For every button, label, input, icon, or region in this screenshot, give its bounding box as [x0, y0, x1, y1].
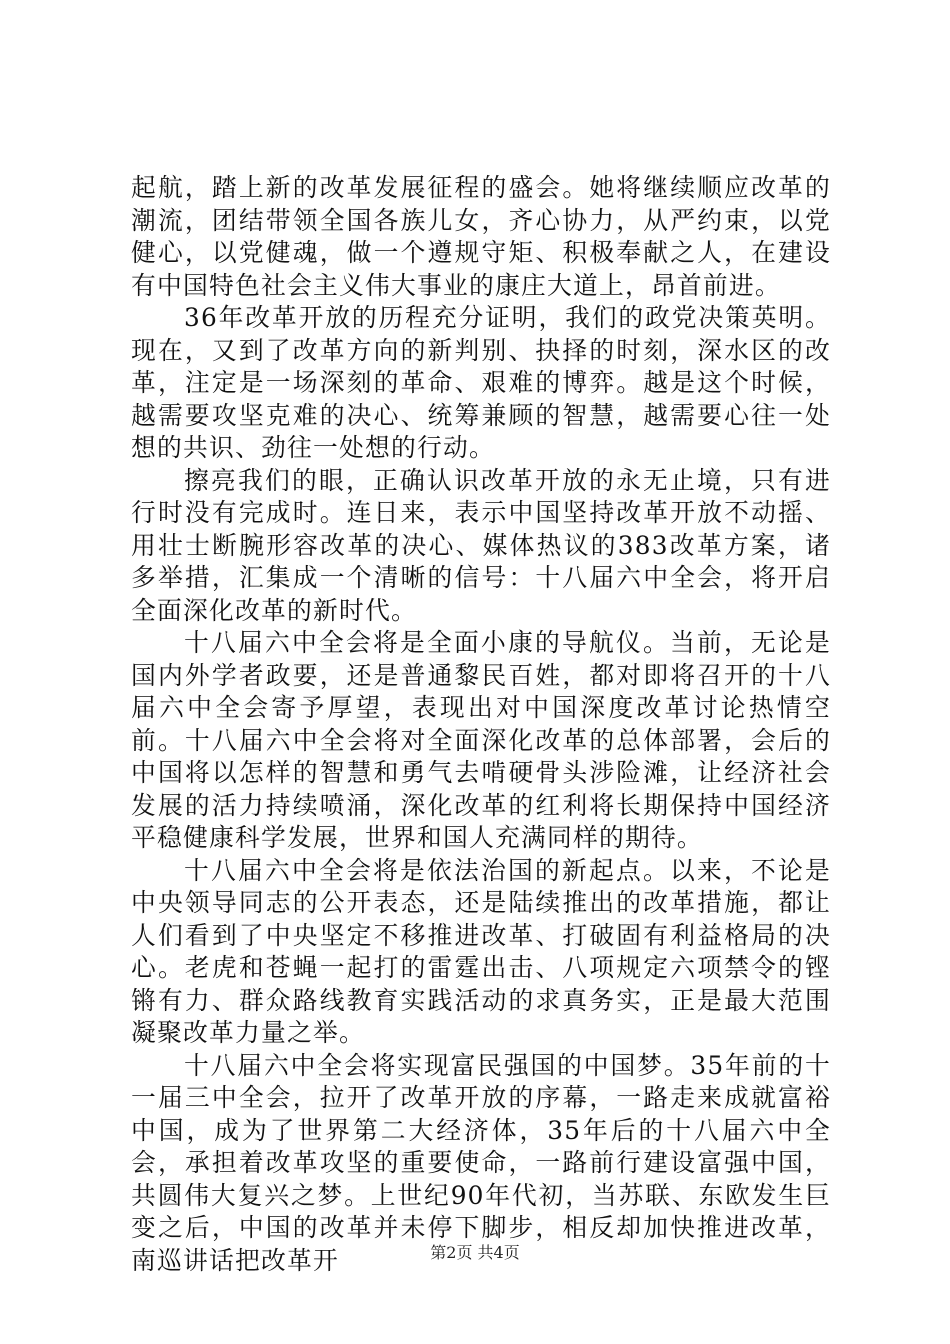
paragraph-reform-endless: 擦亮我们的眼，正确认识改革开放的永无止境，只有进行时没有完成时。连日来，表示中国坚持改革开放不动摇、用壮士断腕形容改革的决心、媒体热议的383改革方案，诸多举措，汇集成一个清晰的信号：十八届六中全会，将开启全面深化改革的新时代。 [131, 465, 831, 625]
paragraph-chinese-dream: 十八届六中全会将实现富民强国的中国梦。35年前的十一届三中全会，拉开了改革开放的序幕，一路走来成就富裕中国，成为了世界第二大经济体，35年后的十八届六中全会，承担着改革攻坚的重要使命，一路前行建设富强中国，共圆伟大复兴之梦。上世纪90年代初，当苏联、东欧发生巨变之后，中国的改革并未停下脚步，相反却加快推进改革，南巡讲话把改革开 [131, 1050, 831, 1275]
paragraph-xiaokang-navigator: 十八届六中全会将是全面小康的导航仪。当前，无论是国内外学者政要，还是普通黎民百姓，都对即将召开的十八届六中全会寄予厚望，表现出对中国深度改革讨论热情空前。十八届六中全会将对全面深化改革的总体部署，会后的中国将以怎样的智慧和勇气去啃硬骨头涉险滩，让经济社会发展的活力持续喷涌，深化改革的红利将长期保持中国经济平稳健康科学发展，世界和国人充满同样的期待。 [131, 628, 831, 852]
paragraph-rule-of-law: 十八届六中全会将是依法治国的新起点。以来，不论是中央领导同志的公开表态，还是陆续推出的改革措施，都让人们看到了中央坚定不移推进改革、打破固有利益格局的决心。老虎和苍蝇一起打的雷霆出击、八项规定六项禁令的铿锵有力、群众路线教育实践活动的求真务实，正是最大范围凝聚改革力量之举。 [131, 855, 831, 1047]
paragraph-reform-history: 36年改革开放的历程充分证明，我们的政党决策英明。现在，又到了改革方向的新判别、抉择的时刻，深水区的改革，注定是一场深刻的革命、艰难的博弈。越是这个时候，越需要攻坚克难的决心、统筹兼顾的智慧，越需要心往一处想的共识、劲往一处想的行动。 [131, 303, 831, 462]
document-body [131, 172, 831, 1277]
paragraph-continued: 起航，踏上新的改革发展征程的盛会。她将继续顺应改革的潮流，团结带领全国各族儿女，齐心协力，从严约束，以党健心，以党健魂，做一个遵规守矩、积极奉献之人，在建设有中国特色社会主义伟大事业的康庄大道上，昂首前进。 [131, 173, 831, 300]
page-number-footer: 第2页 共4页 [430, 1243, 520, 1262]
